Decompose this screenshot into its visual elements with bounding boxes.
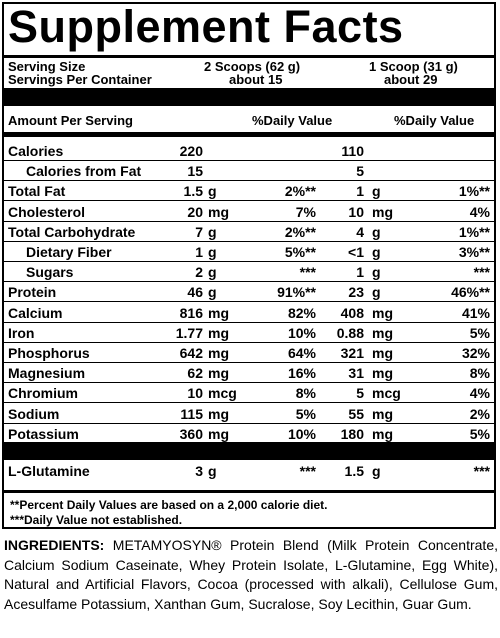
unit-col1: mg [208,324,229,341]
percent-col2: *** [473,463,490,479]
nutrient-row [4,161,494,181]
serving-size-label: Serving Size [8,59,86,74]
percent-col2: 4% [469,385,490,402]
unit-col2: mcg [372,385,401,402]
percent-col1: 5%** [284,244,316,260]
unit-col1: mg [208,365,229,382]
percent-col1: *** [299,264,316,281]
nutrient-name: Protein [8,284,57,301]
amount-col2: 31 [348,365,364,382]
nutrient-row [4,141,494,161]
amount-col1: 115 [180,405,203,422]
unit-col1: mg [208,203,229,220]
nutrient-name: L-Glutamine [8,463,90,479]
amount-col2: 4 [356,223,364,240]
amount-col2: 321 [340,345,364,361]
nutrient-row [4,202,494,222]
unit-col2: g [372,463,381,479]
amount-col2: 1 [356,264,364,281]
nutrient-name: Cholesterol [8,203,86,220]
amount-col1: 1.5 [183,183,203,200]
unit-col2: mg [372,425,393,442]
amount-col2: 1 [356,183,364,200]
percent-col2: 46%** [451,284,490,301]
thick-divider-top [4,88,494,106]
amount-col2: 180 [340,425,364,442]
amount-col2: 110 [341,143,364,159]
unit-col2: mg [372,324,393,341]
nutrient-name: Sugars [26,264,74,281]
header-divider [4,132,494,137]
amount-col1: 3 [195,463,203,479]
nutrient-name: Chromium [8,385,78,402]
percent-col2: 5% [469,324,490,341]
percent-col2: 32% [461,345,490,361]
amount-col1: 46 [187,284,203,301]
nutrient-row [4,303,494,323]
percent-col1: 91%** [277,284,316,301]
percent-col1: 2%** [284,223,316,240]
unit-col1: mg [208,405,229,422]
amount-col2: 408 [340,304,364,321]
ingredients-text: METAMYOSYN® Protein Blend (Milk Protein Concentrate, Calcium Sodium Caseinate, Whey Protein Isolate, L-Glutamine, Egg White), Natural and Artificial Flavors, Cocoa (processed with alkali), Cellulose Gum, Acesulfame Potassium, Xanthan Gum, Sucralose, Soy Lecithin, Guar Gum. [4,537,498,612]
nutrient-row [4,282,494,302]
nutrient-row [4,424,494,444]
nutrient-row [4,242,494,262]
footnote-not-established: ***Daily Value not established. [10,513,183,527]
nutrient-row [4,404,494,424]
unit-col1: mg [208,304,229,321]
percent-col1: 64% [287,345,316,361]
nutrient-name: Phosphorus [8,345,90,361]
amount-col1: 7 [195,223,203,240]
nutrient-row [4,363,494,383]
ingredients-block [4,536,498,614]
daily-value-header-col2: %Daily Value [394,113,475,128]
amount-col2: 0.88 [336,324,364,341]
amount-col1: 816 [179,304,203,321]
amount-col1: 62 [187,365,203,382]
panel-title: Supplement Facts [8,1,404,52]
unit-col1: mcg [208,385,237,402]
ingredients-label: INGREDIENTS: [4,537,105,553]
title-rule [4,55,494,58]
amount-col2: 23 [348,284,364,301]
unit-col2: g [372,183,381,200]
nutrient-name: Total Fat [8,183,66,200]
unit-col1: mg [208,345,229,361]
unit-col2: g [372,223,381,240]
unit-col2: mg [372,405,393,422]
nutrient-name: Total Carbohydrate [8,223,136,240]
amount-col1: 1 [195,244,203,260]
percent-col1: 8% [295,385,316,402]
amount-per-serving-header: Amount Per Serving [8,113,133,128]
percent-col1: 5% [295,405,316,422]
amount-col2: 1.5 [344,463,364,479]
footnote-divider [4,490,494,493]
nutrient-row [4,181,494,201]
serving-size-col1: 2 Scoops (62 g) [204,59,301,74]
amount-col2: <1 [348,244,364,260]
nutrient-name: Calcium [8,304,63,321]
percent-col1: 2%** [284,183,316,200]
unit-col1: g [208,463,217,479]
percent-col2: 41% [461,304,490,321]
servings-per-container-col1: about 15 [229,72,283,87]
amount-col1: 15 [187,163,203,180]
unit-col1: g [208,284,217,301]
unit-col1: g [208,244,217,260]
percent-col2: 1%** [458,183,490,200]
percent-col1: 16% [287,365,316,382]
unit-col2: g [372,264,381,281]
unit-col2: mg [372,365,393,382]
unit-col1: g [208,183,217,200]
percent-col1: 7% [295,203,316,220]
unit-col2: mg [372,203,393,220]
nutrient-name: Dietary Fiber [26,244,112,260]
unit-col2: g [372,244,381,260]
nutrient-name: Potassium [8,425,79,442]
nutrient-row [4,383,494,403]
servings-per-container-col2: about 29 [384,72,438,87]
percent-col1: 82% [287,304,316,321]
nutrient-name: Calories from Fat [26,163,142,180]
footnote-daily-value: **Percent Daily Values are based on a 2,000 calorie diet. [10,498,328,512]
unit-col1: g [208,223,217,240]
supplement-facts-panel [2,2,496,529]
percent-col2: *** [473,264,490,281]
thick-divider-bottom [4,442,494,460]
amount-col1: 1.77 [175,324,203,341]
nutrient-row [4,262,494,282]
amount-col2: 5 [356,163,364,180]
amount-col1: 642 [179,345,203,361]
percent-col2: 2% [469,405,490,422]
amount-col1: 10 [187,385,203,402]
nutrient-row [4,222,494,242]
percent-col2: 3%** [458,244,490,260]
nutrient-row [4,323,494,343]
unit-col2: mg [372,345,393,361]
amount-col1: 220 [179,143,203,159]
unit-col1: g [208,264,217,281]
amount-col1: 20 [187,203,203,220]
percent-col1: *** [299,463,316,479]
nutrient-name: Magnesium [8,365,86,382]
nutrient-name: Sodium [8,405,60,422]
unit-col2: g [372,284,381,301]
nutrient-name: Iron [8,324,35,341]
amount-col1: 360 [179,425,203,442]
nutrient-row-l-glutamine [4,461,494,481]
unit-col2: mg [372,304,393,321]
amount-col2: 10 [348,203,364,220]
percent-col2: 5% [469,425,490,442]
amount-col2: 5 [356,385,364,402]
amount-col1: 2 [195,264,203,281]
daily-value-header-col1: %Daily Value [252,113,333,128]
nutrient-name: Calories [8,143,64,159]
percent-col2: 4% [469,203,490,220]
percent-col1: 10% [287,425,316,442]
unit-col1: mg [208,425,229,442]
amount-col2: 55 [348,405,364,422]
nutrient-row [4,343,494,363]
servings-per-container-label: Servings Per Container [8,72,152,87]
serving-size-col2: 1 Scoop (31 g) [369,59,458,74]
percent-col2: 1%** [458,223,490,240]
percent-col1: 10% [287,324,316,341]
percent-col2: 8% [469,365,490,382]
